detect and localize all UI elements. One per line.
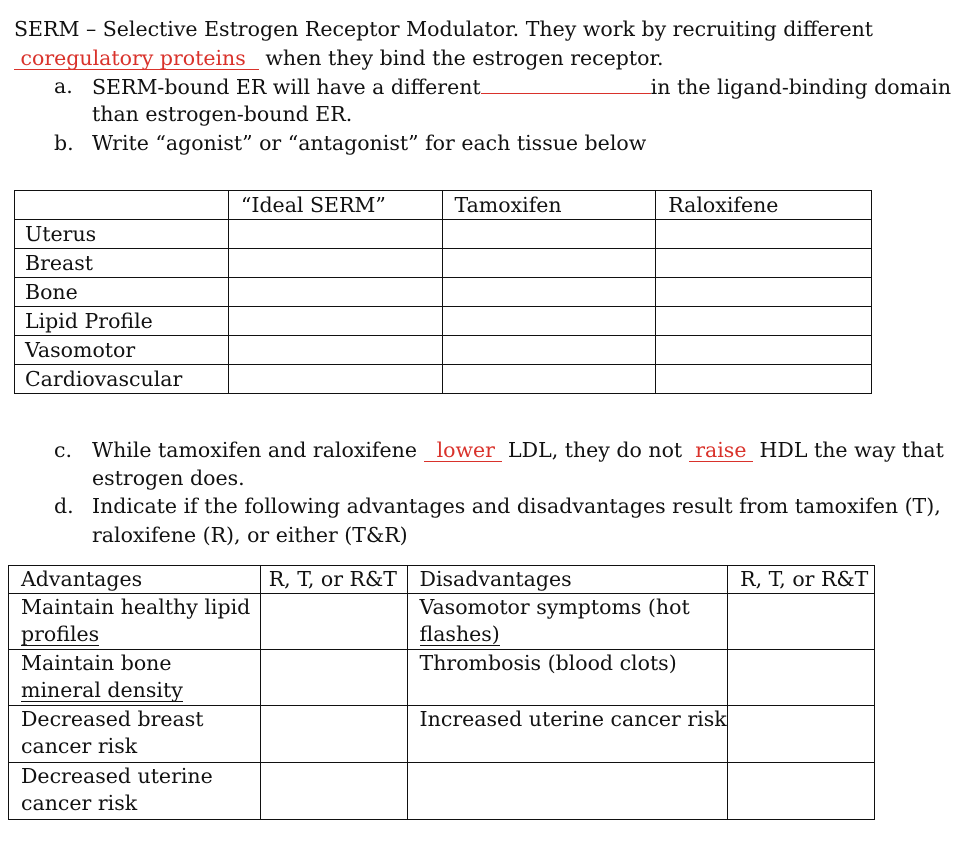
intro-line-2 (14, 45, 664, 71)
answer-cell[interactable] (656, 249, 872, 278)
advantage-cell (9, 594, 261, 650)
header-tamoxifen: Tamoxifen (442, 191, 656, 220)
answer-cell[interactable] (260, 763, 407, 820)
advantage-text: Decreased uterine (21, 764, 213, 788)
answer-cell[interactable] (656, 307, 872, 336)
advantage-text: cancer risk (21, 734, 138, 758)
item-a-line-1 (92, 73, 951, 100)
answer-cell[interactable] (228, 220, 442, 249)
answer-cell[interactable] (656, 365, 872, 394)
intro-line-1: SERM – Selective Estrogen Receptor Modulator. They work by recruiting different (14, 17, 874, 41)
header-raloxifene: Raloxifene (656, 191, 872, 220)
tissue-label: Lipid Profile (15, 307, 229, 336)
item-c-line-2: estrogen does. (92, 466, 245, 490)
answer-lower: lower (424, 439, 502, 462)
header-cell-empty (15, 191, 229, 220)
disadvantage-text: Vasomotor symptoms (hot (419, 595, 690, 619)
tissue-label: Breast (15, 249, 229, 278)
table-row (15, 336, 872, 365)
answer-cell[interactable] (442, 220, 656, 249)
answer-cell[interactable] (228, 249, 442, 278)
answer-cell[interactable] (228, 336, 442, 365)
header-advantages: Advantages (9, 566, 261, 594)
tissue-table-header (15, 191, 872, 220)
answer-cell[interactable] (228, 307, 442, 336)
answer-cell[interactable] (228, 278, 442, 307)
table-row (15, 220, 872, 249)
item-a-text-after: in the ligand-binding domain (650, 75, 952, 99)
advantage-text: Decreased breast (21, 707, 204, 731)
table-row (15, 278, 872, 307)
intro-line-2-text: when they bind the estrogen receptor. (265, 46, 664, 70)
header-disadvantages: Disadvantages (407, 566, 728, 594)
disadvantage-cell (407, 650, 728, 706)
answer-cell[interactable] (728, 594, 875, 650)
table-row (9, 706, 875, 763)
disadvantage-text: Thrombosis (blood clots) (419, 651, 677, 675)
header-ideal-serm: “Ideal SERM” (228, 191, 442, 220)
answer-raise: raise (689, 439, 753, 462)
item-c-line-1 (92, 437, 944, 463)
tissue-label: Bone (15, 278, 229, 307)
answer-cell[interactable] (260, 650, 407, 706)
header-r-t-rt-1: R, T, or R&T (260, 566, 407, 594)
tissue-label: Cardiovascular (15, 365, 229, 394)
advantage-text: cancer risk (21, 791, 138, 815)
table-row (9, 650, 875, 706)
advantages-table (8, 565, 875, 820)
disadvantage-cell (407, 763, 728, 820)
item-c-text-3: HDL the way that (759, 438, 944, 462)
item-a-text-before: SERM-bound ER will have a different (92, 75, 481, 99)
item-c-text-2: LDL, they do not (508, 438, 683, 462)
advantage-text: mineral density (21, 678, 183, 702)
answer-cell[interactable] (656, 336, 872, 365)
answer-coregulatory-proteins: coregulatory proteins (14, 47, 259, 70)
answer-cell[interactable] (228, 365, 442, 394)
item-a-marker: a. (54, 74, 73, 98)
disadvantage-text: Increased uterine cancer risk (419, 707, 727, 731)
answer-cell[interactable] (442, 249, 656, 278)
item-b-text: Write “agonist” or “antagonist” for each tissue below (92, 131, 647, 155)
item-d-line-1: Indicate if the following advantages and disadvantages result from tamoxifen (T), (92, 494, 941, 518)
tissue-label: Vasomotor (15, 336, 229, 365)
advantage-cell (9, 706, 261, 763)
item-c-marker: c. (54, 438, 72, 462)
item-c-text-1: While tamoxifen and raloxifene (92, 438, 417, 462)
disadvantage-cell (407, 594, 728, 650)
answer-cell[interactable] (260, 594, 407, 650)
table-row (15, 307, 872, 336)
tissue-label: Uterus (15, 220, 229, 249)
answer-cell[interactable] (656, 278, 872, 307)
item-a-line-2: than estrogen-bound ER. (92, 102, 353, 126)
disadvantage-text: flashes) (419, 622, 500, 646)
advantage-text: Maintain healthy lipid (21, 595, 251, 619)
table-row (15, 249, 872, 278)
advantage-text: profiles (21, 622, 100, 646)
header-r-t-rt-2: R, T, or R&T (728, 566, 875, 594)
answer-cell[interactable] (442, 365, 656, 394)
advantage-cell (9, 763, 261, 820)
answer-cell[interactable] (260, 706, 407, 763)
answer-cell[interactable] (442, 278, 656, 307)
answer-cell[interactable] (728, 763, 875, 820)
item-b-marker: b. (54, 131, 74, 155)
tissue-table (14, 190, 872, 394)
disadvantage-cell (407, 706, 728, 763)
item-d-marker: d. (54, 494, 74, 518)
table-row (15, 365, 872, 394)
table-row (9, 594, 875, 650)
advantages-table-header (9, 566, 875, 594)
item-d-line-2: raloxifene (R), or either (T&R) (92, 523, 408, 547)
advantage-cell (9, 650, 261, 706)
advantage-text: Maintain bone (21, 651, 172, 675)
answer-cell[interactable] (728, 706, 875, 763)
answer-cell[interactable] (656, 220, 872, 249)
answer-cell[interactable] (442, 336, 656, 365)
answer-cell[interactable] (728, 650, 875, 706)
answer-cell[interactable] (442, 307, 656, 336)
answer-blank-line[interactable] (481, 73, 651, 94)
table-row (9, 763, 875, 820)
